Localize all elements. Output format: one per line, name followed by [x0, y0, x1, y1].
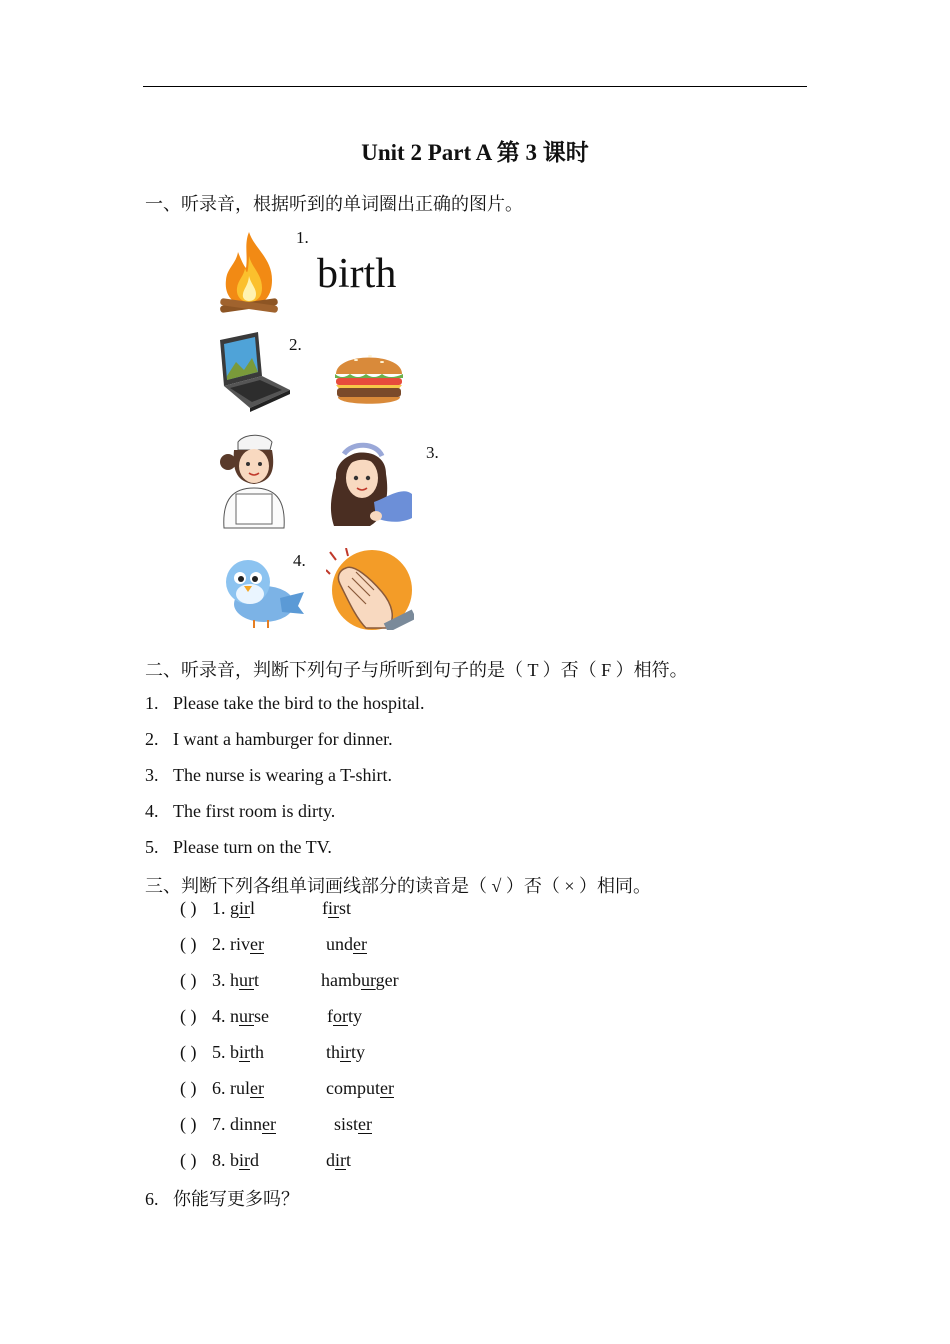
question-number-4: 4.: [293, 551, 306, 570]
hamburger-icon: [332, 344, 406, 410]
answer-blank[interactable]: ( ): [180, 1042, 197, 1062]
girl-icon: [326, 438, 414, 530]
heard-word: birth: [317, 251, 397, 297]
sentence-item: 1. Please take the bird to the hospital.: [145, 693, 425, 713]
header-rule: [143, 86, 807, 87]
answer-blank[interactable]: ( ): [180, 1150, 197, 1170]
answer-blank[interactable]: ( ): [180, 934, 197, 954]
question-number-2: 2.: [289, 335, 302, 354]
section-1-heading: 一、听录音，根据听到的单词圈出正确的图片。: [145, 194, 523, 214]
nurse-icon: [216, 432, 290, 532]
section-2-heading: 二、听录音，判断下列句子与所听到句子的是（ T ）否（ F ）相符。: [145, 660, 688, 680]
page-title: Unit 2 Part A 第 3 课时: [361, 140, 589, 165]
answer-blank[interactable]: ( ): [180, 898, 197, 918]
sentence-item: 4. The first room is dirty.: [145, 801, 336, 821]
section-3-heading: 三、判断下列各组单词画线部分的读音是（ √ ）否（ × ）相同。: [145, 876, 652, 896]
bird-icon: [220, 554, 304, 630]
question-number-3: 3.: [426, 443, 439, 462]
fire-icon: [214, 228, 284, 314]
sentence-item: 3. The nurse is wearing a T-shirt.: [145, 765, 392, 785]
answer-blank[interactable]: ( ): [180, 1006, 197, 1026]
final-prompt: 6. 你能写更多吗？: [145, 1189, 299, 1209]
sentence-item: 2. I want a hamburger for dinner.: [145, 729, 393, 749]
answer-blank[interactable]: ( ): [180, 1078, 197, 1098]
answer-blank[interactable]: ( ): [180, 1114, 197, 1134]
question-number-1: 1.: [296, 228, 309, 247]
answer-blank[interactable]: ( ): [180, 970, 197, 990]
clap-icon: [326, 548, 414, 630]
laptop-icon: [214, 332, 292, 412]
sentence-item: 5. Please turn on the TV.: [145, 837, 332, 857]
